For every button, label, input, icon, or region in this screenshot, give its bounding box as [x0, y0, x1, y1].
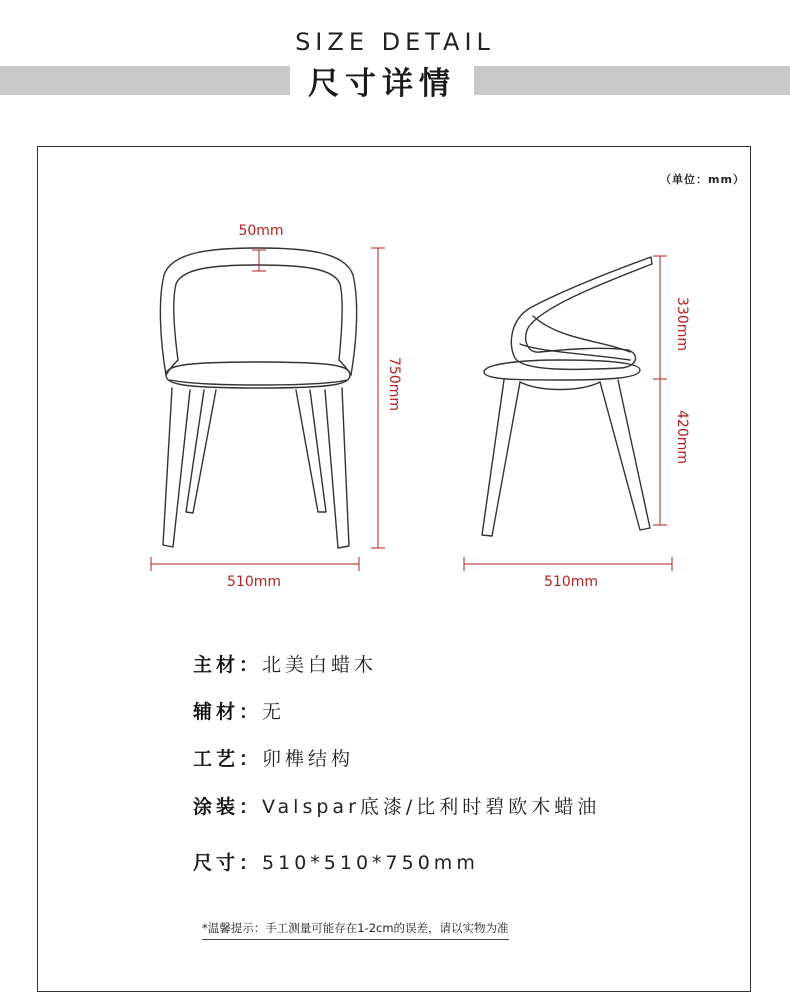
- measurement-note: *温馨提示：手工测量可能存在1-2cm的误差，请以实物为准: [202, 920, 509, 940]
- spec-key: 涂装：: [193, 796, 263, 818]
- front-backrest-inner: [174, 265, 342, 360]
- front-dimensions: [151, 248, 385, 571]
- front-leg-right: [325, 388, 349, 548]
- side-dimensions: [464, 256, 672, 571]
- side-seat-height-label: 420mm: [674, 410, 690, 464]
- title-chinese: 尺寸详情: [308, 66, 456, 102]
- spec-key: 辅材：: [193, 701, 263, 723]
- front-width-label: 510mm: [227, 574, 281, 590]
- spec-key: 尺寸：: [193, 852, 263, 874]
- front-thickness-label: 50mm: [238, 223, 284, 239]
- spec-aux-material: [193, 697, 285, 724]
- spec-main-material: [193, 650, 377, 677]
- spec-value: 卯榫结构: [262, 748, 355, 770]
- side-seat: [484, 360, 640, 380]
- spec-value: 无: [262, 701, 286, 723]
- side-leg-front: [482, 380, 520, 536]
- spec-craft: [193, 744, 354, 771]
- spec-key: 主材：: [193, 654, 263, 676]
- side-leg-back: [600, 380, 650, 530]
- front-leg-left: [163, 388, 190, 547]
- side-depth-label: 510mm: [544, 574, 598, 590]
- front-leg-right-back: [296, 390, 326, 512]
- title-english: SIZE DETAIL: [295, 28, 495, 56]
- spec-value: 北美白蜡木: [262, 654, 378, 676]
- spec-value: 510*510*750mm: [262, 852, 479, 874]
- spec-key: 工艺：: [193, 748, 263, 770]
- front-height-label: 750mm: [386, 357, 402, 411]
- chair-front-view: [160, 248, 356, 548]
- side-back-height-label: 330mm: [674, 297, 690, 351]
- spec-value: Valspar底漆/比利时碧欧木蜡油: [262, 796, 601, 818]
- side-armrest-curve: [511, 257, 652, 369]
- front-seat: [166, 362, 350, 388]
- spec-size: [193, 848, 479, 875]
- front-leg-left-back: [186, 390, 216, 513]
- unit-label: （单位：mm）: [660, 173, 745, 186]
- chair-side-view: [482, 257, 652, 536]
- spec-coating: [193, 792, 600, 819]
